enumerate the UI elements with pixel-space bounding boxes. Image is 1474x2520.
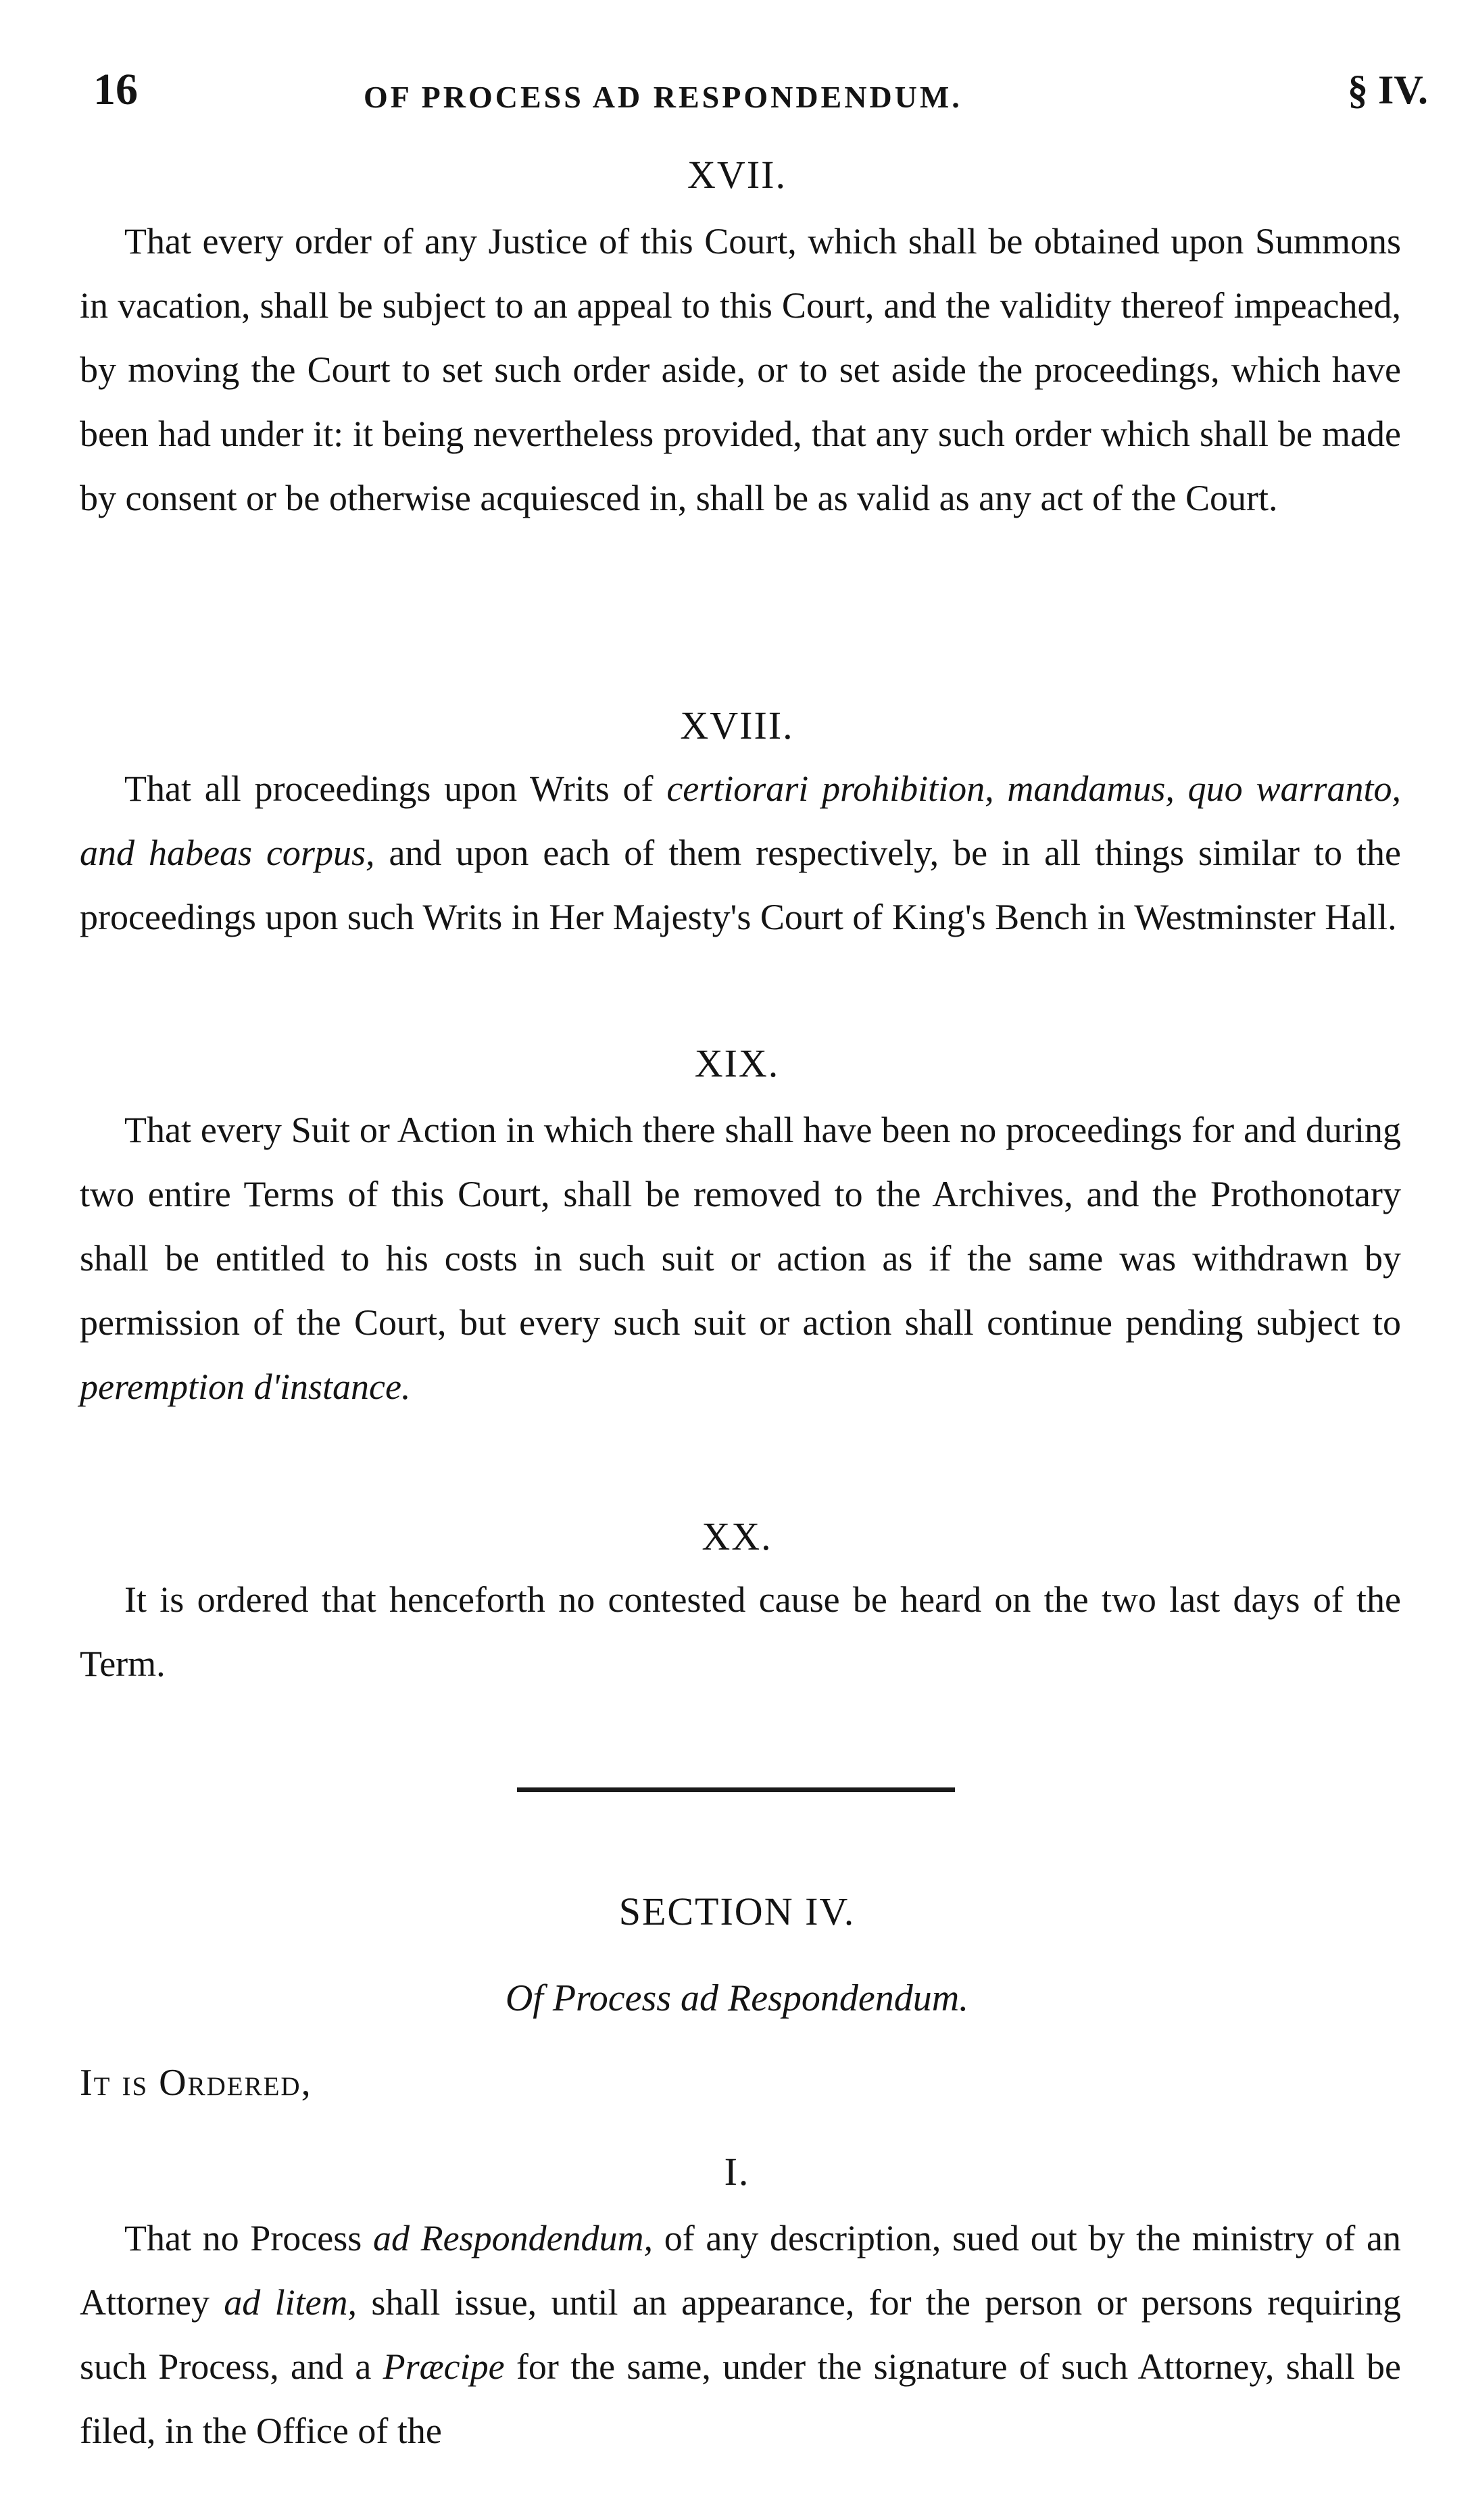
running-title: OF PROCESS AD RESPONDENDUM.	[364, 80, 962, 114]
rule-text-i-italic-1: ad Respondendum,	[372, 2218, 654, 2258]
rule-text-i-part-1: That no Process	[124, 2218, 373, 2258]
rule-numeral-xx: XX.	[702, 1514, 772, 1558]
section-divider	[517, 1787, 955, 1792]
peremption-term: peremption d'instance.	[80, 1366, 411, 1407]
rule-text-xviii-part-2: and upon each of them respectively, be in all things similar to the proceedings upon such Writs in Her Majesty's Court of King's Bench in Westminster Hall.	[80, 833, 1401, 937]
rule-text-i-part-3: shall issue, until an appearance, for the person or persons requiring such Process, and a	[80, 2282, 1402, 2387]
rule-numeral-i: I.	[724, 2150, 750, 2194]
rule-text-xix-part-1: That every Suit or Action in which there shall have been no proceedings for and during two entire Terms of this Court, shall be removed to the Archives, and the Prothonotary shall be entitled to his costs in such suit or action as if the same was withdrawn by permission of the Court, but every such suit or action shall continue pending subject to	[80, 1110, 1401, 1343]
rule-numeral-xviii: XVIII.	[680, 703, 794, 747]
rule-text-i-italic-2: ad litem,	[224, 2282, 358, 2323]
rule-text-i-italic-3: Præcipe	[383, 2346, 505, 2387]
section-subtitle: Of Process ad Respondendum.	[505, 1977, 969, 2019]
rule-text-i-part-2: of any description, sued out by the ministry of an Attorney	[80, 2218, 1402, 2323]
rule-text-xvii: That every order of any Justice of this Court, which shall be obtained upon Summons in vacation, shall be subject to an appeal to this Court, and the validity thereof impeached, by moving the Court to set such order aside, or to set aside the proceedings, which have been had under it: it being nevertheless provided, that any such order which shall be made by consent or be otherwise acquiesced in, shall be as valid as any act of the Court.	[80, 221, 1401, 518]
running-head	[93, 64, 1428, 125]
writ-names: certiorari prohibition, mandamus, quo warranto, and habeas corpus,	[80, 768, 1401, 873]
rule-text-i-part-4: for the same, under the signature of such Attorney, shall be filed, in the Office of the	[80, 2346, 1401, 2451]
rule-text-xviii	[80, 757, 1401, 949]
rule-text-i	[80, 2206, 1401, 2463]
rule-text-xx: It is ordered that henceforth no contested cause be heard on the two last days of the Term.	[80, 1579, 1401, 1684]
rule-numeral-xix: XIX.	[694, 1041, 780, 1085]
page-number: 16	[93, 65, 138, 114]
rule-text-xviii-part-1: That all proceedings upon Writs of	[124, 768, 667, 809]
rule-numeral-xvii: XVII.	[687, 153, 787, 197]
section-title: SECTION IV.	[618, 1889, 856, 1933]
section-mark: § IV.	[1348, 68, 1428, 112]
rule-text-xix	[80, 1098, 1401, 1419]
ordered-heading: It is Ordered,	[80, 2062, 312, 2104]
